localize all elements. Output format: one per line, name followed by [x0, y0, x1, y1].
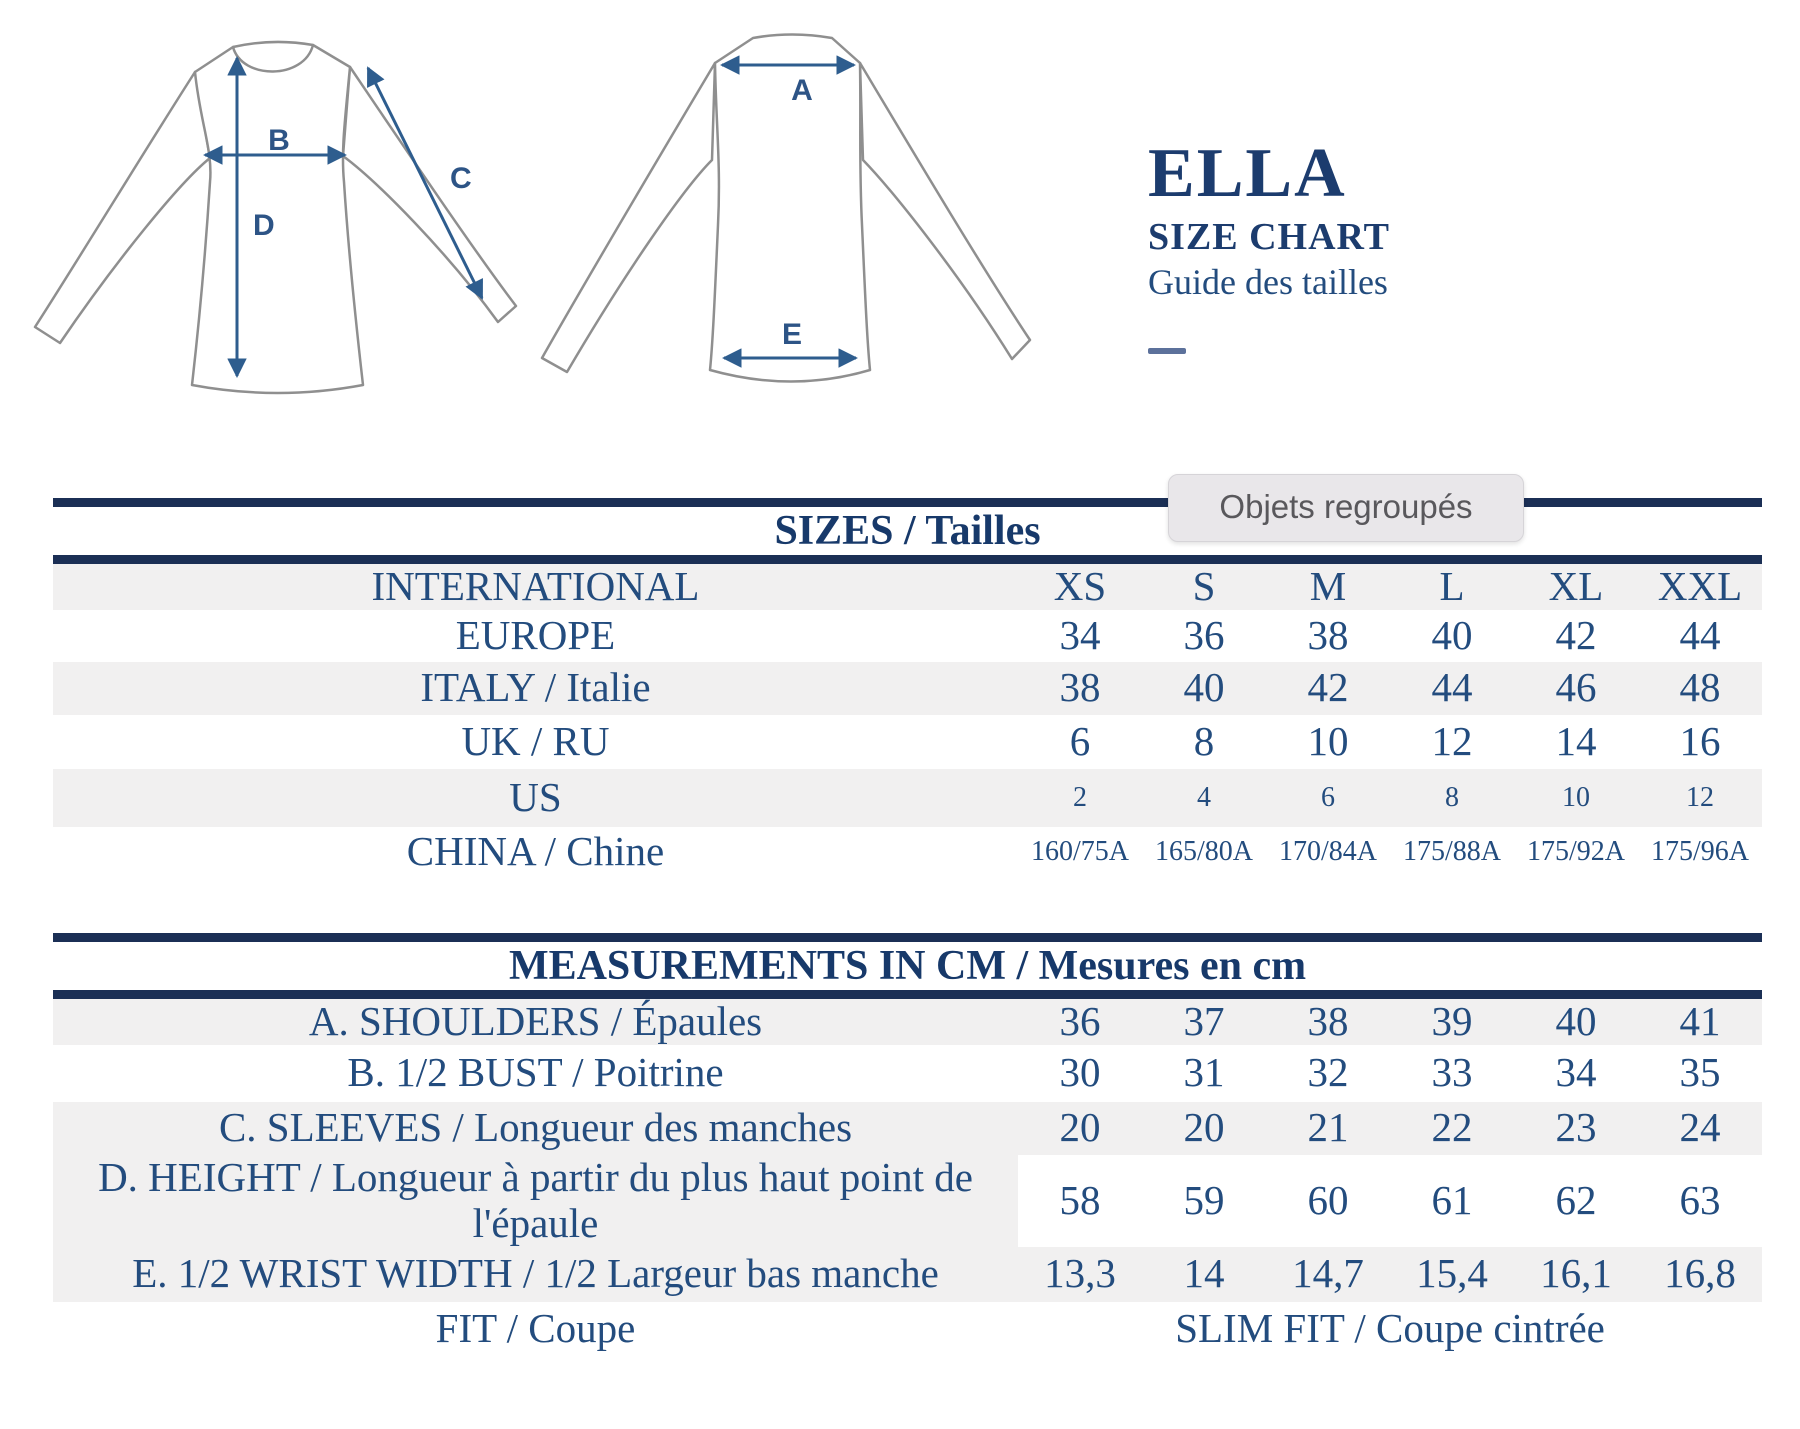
measure-label-d: D — [253, 209, 275, 242]
cell-value: 14,7 — [1266, 1247, 1390, 1302]
cell-value: 23 — [1514, 1102, 1638, 1155]
cell-value: 62 — [1555, 1176, 1597, 1223]
cell-value: 30 — [1059, 1049, 1101, 1096]
measure-label-b: B — [268, 124, 290, 157]
cell-value: 35 — [1679, 1049, 1721, 1096]
cell-value: 44 — [1679, 611, 1721, 658]
cell-value: XL — [1514, 560, 1638, 610]
row-label: ITALY / Italie — [53, 662, 1018, 715]
cell-value: 15,4 — [1390, 1247, 1514, 1302]
cell-value: 34 — [1059, 611, 1101, 658]
cell-value: 39 — [1390, 995, 1514, 1045]
front-body-outline — [192, 45, 363, 393]
measurements-header-row — [53, 938, 1762, 995]
cell-value: XXL — [1638, 560, 1762, 610]
row-label: UK / RU — [461, 717, 610, 764]
table-row — [53, 1155, 1762, 1247]
cell-value: 40 — [1431, 611, 1473, 658]
cell-value: 32 — [1307, 1049, 1349, 1096]
cell-value: 4 — [1142, 769, 1266, 827]
cell-value: 48 — [1638, 662, 1762, 715]
cell-value: 33 — [1431, 1049, 1473, 1096]
cell-value: 165/80A — [1155, 836, 1253, 868]
garment-front-diagram — [20, 10, 540, 410]
cell-value: 60 — [1307, 1176, 1349, 1223]
cell-value: 61 — [1431, 1176, 1473, 1223]
cell-value: 59 — [1183, 1176, 1225, 1223]
cell-value: 40 — [1142, 662, 1266, 715]
cell-value: 6 — [1069, 717, 1091, 764]
grouped-objects-tooltip: Objets regroupés — [1168, 474, 1524, 542]
front-left-sleeve — [35, 72, 210, 343]
cell-value: 8 — [1193, 717, 1215, 764]
cell-value: XS — [1018, 560, 1142, 610]
cell-value: 16,8 — [1638, 1247, 1762, 1302]
cell-value: 22 — [1390, 1102, 1514, 1155]
sizes-table-header: SIZES / Tailles — [53, 503, 1762, 560]
cell-value: 8 — [1390, 769, 1514, 827]
back-right-sleeve — [860, 63, 1030, 359]
measure-label-e: E — [781, 318, 803, 351]
table-row — [53, 560, 1762, 610]
cell-value: 46 — [1514, 662, 1638, 715]
table-row — [53, 1247, 1762, 1302]
cell-value: 44 — [1390, 662, 1514, 715]
table-row — [53, 995, 1762, 1045]
size-chart-heading-fr: Guide des tailles — [1148, 262, 1388, 302]
cell-value: 42 — [1555, 611, 1597, 658]
cell-value: L — [1390, 560, 1514, 610]
sizes-table — [53, 498, 1762, 877]
measurements-table-body — [53, 995, 1762, 1357]
cell-value: 16 — [1679, 717, 1721, 764]
table-row — [53, 1102, 1762, 1155]
table-row — [53, 715, 1762, 769]
cell-value: 36 — [1018, 995, 1142, 1045]
measure-label-a: A — [791, 74, 813, 107]
cell-value: S — [1142, 560, 1266, 610]
table-row — [53, 1045, 1762, 1102]
size-chart-heading: SIZE CHART — [1148, 216, 1391, 258]
cell-value: 160/75A — [1031, 836, 1129, 868]
cell-value: 20 — [1018, 1102, 1142, 1155]
measurements-table-header: MEASUREMENTS IN CM / Mesures en cm — [53, 938, 1762, 995]
table-row — [53, 610, 1762, 662]
cell-value: 38 — [1018, 662, 1142, 715]
cell-value: 14 — [1555, 717, 1597, 764]
cell-value: 37 — [1142, 995, 1266, 1045]
cell-value: 175/92A — [1527, 836, 1625, 868]
title-block — [1148, 135, 1391, 354]
cell-value: 175/96A — [1651, 836, 1750, 868]
row-label: CHINA / Chine — [406, 827, 665, 874]
cell-value: 58 — [1059, 1176, 1101, 1223]
row-label: EUROPE — [455, 611, 616, 658]
table-row — [53, 1302, 1762, 1357]
cell-value: 34 — [1555, 1049, 1597, 1096]
cell-value: 36 — [1183, 611, 1225, 658]
measure-label-c: C — [450, 162, 472, 195]
back-left-sleeve — [542, 63, 715, 372]
row-label: D. HEIGHT / Longueur à partir du plus haut point de l'épaule — [53, 1155, 1018, 1247]
garment-back-diagram — [530, 10, 1075, 410]
cell-value: 12 — [1638, 769, 1762, 827]
cell-value: 14 — [1142, 1247, 1266, 1302]
row-label: B. 1/2 BUST / Poitrine — [347, 1049, 724, 1096]
cell-value: 10 — [1514, 769, 1638, 827]
row-label: FIT / Coupe — [435, 1305, 636, 1352]
cell-value: 38 — [1307, 611, 1349, 658]
row-label: INTERNATIONAL — [53, 560, 1018, 610]
cell-value: 16,1 — [1514, 1247, 1638, 1302]
cell-value: 38 — [1266, 995, 1390, 1045]
row-label: E. 1/2 WRIST WIDTH / 1/2 Largeur bas manche — [53, 1247, 1018, 1302]
cell-value: 170/84A — [1279, 836, 1377, 868]
table-row — [53, 827, 1762, 877]
cell-value: 6 — [1266, 769, 1390, 827]
cell-value: 40 — [1514, 995, 1638, 1045]
cell-value: 41 — [1638, 995, 1762, 1045]
cell-value: 20 — [1142, 1102, 1266, 1155]
row-label: A. SHOULDERS / Épaules — [53, 995, 1018, 1045]
cell-value: 13,3 — [1018, 1247, 1142, 1302]
cell-value: 2 — [1018, 769, 1142, 827]
front-collar-line — [233, 42, 313, 47]
cell-value: 10 — [1307, 717, 1349, 764]
cell-value: 63 — [1679, 1176, 1721, 1223]
title-dash — [1148, 348, 1186, 354]
row-label: US — [53, 769, 1018, 827]
product-name: ELLA — [1148, 135, 1347, 212]
cell-value: 175/88A — [1403, 836, 1501, 868]
cell-value: 31 — [1183, 1049, 1225, 1096]
row-span-value: SLIM FIT / Coupe cintrée — [1175, 1305, 1605, 1352]
table-row — [53, 769, 1762, 827]
cell-value: 24 — [1638, 1102, 1762, 1155]
cell-value: M — [1266, 560, 1390, 610]
table-row — [53, 662, 1762, 715]
row-label: C. SLEEVES / Longueur des manches — [53, 1102, 1018, 1155]
measurements-table — [53, 933, 1762, 1357]
cell-value: 12 — [1431, 717, 1473, 764]
cell-value: 21 — [1266, 1102, 1390, 1155]
cell-value: 42 — [1266, 662, 1390, 715]
sizes-table-body — [53, 560, 1762, 877]
